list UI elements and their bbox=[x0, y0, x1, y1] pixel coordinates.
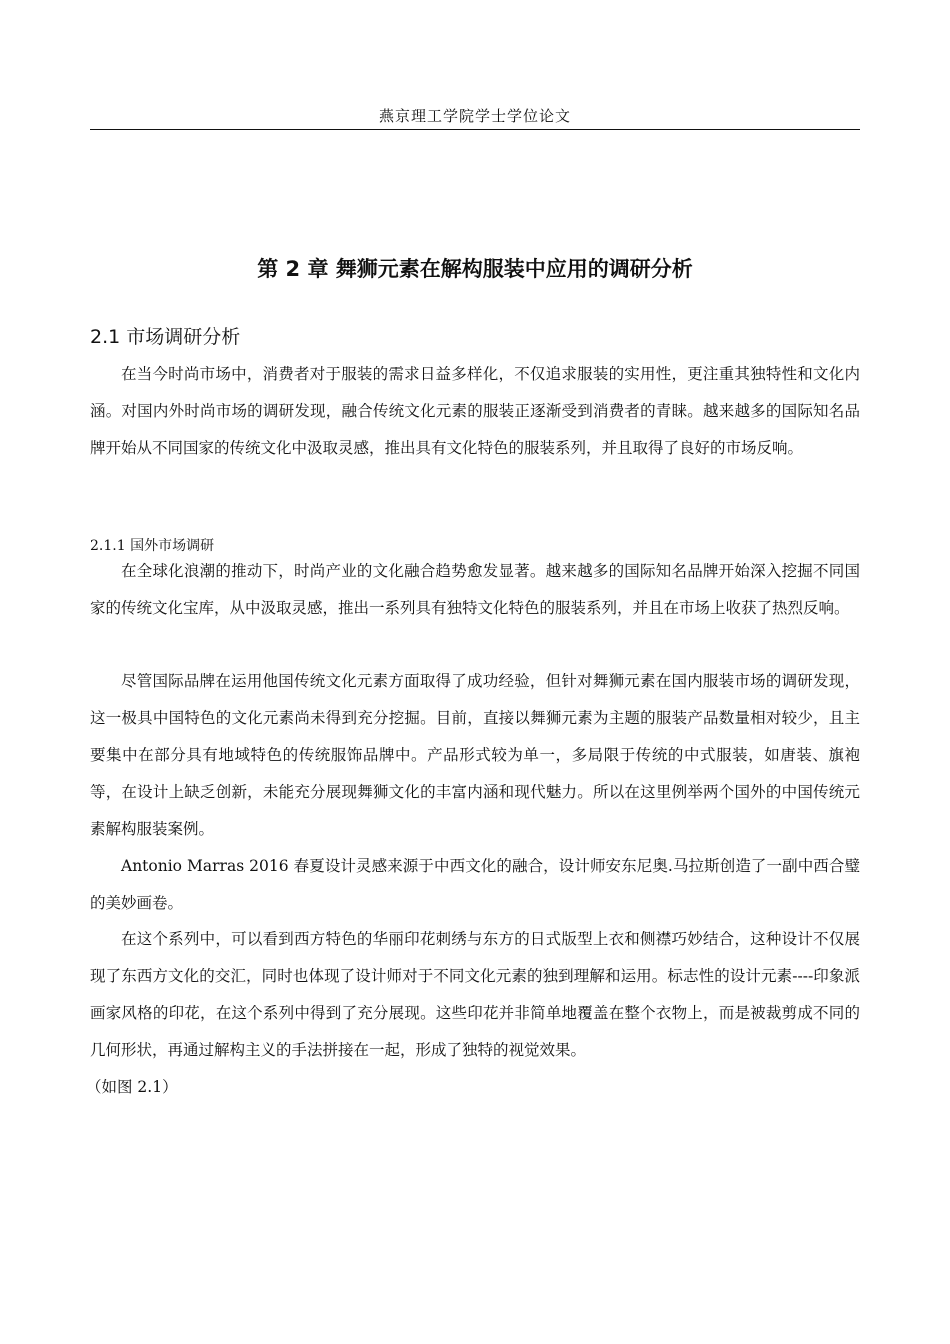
subsection-heading: 2.1.1 国外市场调研 bbox=[90, 538, 215, 554]
body-paragraph: 在当今时尚市场中，消费者对于服装的需求日益多样化，不仅追求服装的实用性，更注重其独特性和文化内涵。对国内外时尚市场的调研发现，融合传统文化元素的服装正逐渐受到消费者的青睐。越来越多的国际知名品牌开始从不同国家的传统文化中汲取灵感，推出具有文化特色的服装系列，并且取得了良好的市场反响。 bbox=[90, 365, 860, 457]
body-paragraph: 在全球化浪潮的推动下，时尚产业的文化融合趋势愈发显著。越来越多的国际知名品牌开始深入挖掘不同国家的传统文化宝库，从中汲取灵感，推出一系列具有独特文化特色的服装系列，并且在市场上收获了热烈反响。 bbox=[90, 562, 860, 617]
body-paragraph: Antonio Marras 2016 春夏设计灵感来源于中西文化的融合，设计师安东尼奥.马拉斯创造了一副中西合璧的美妙画卷。 bbox=[90, 857, 860, 912]
body-paragraph: 尽管国际品牌在运用他国传统文化元素方面取得了成功经验，但针对舞狮元素在国内服装市场的调研发现，这一极具中国特色的文化元素尚未得到充分挖掘。目前，直接以舞狮元素为主题的服装产品数量相对较少，且主要集中在部分具有地域特色的传统服饰品牌中。产品形式较为单一，多局限于传统的中式服装，如唐装、旗袍等，在设计上缺乏创新，未能充分展现舞狮文化的丰富内涵和现代魅力。所以在这里例举两个国外的中国传统元素解构服装案例。 bbox=[90, 672, 860, 838]
chapter-title: 第 2 章 舞狮元素在解构服装中应用的调研分析 bbox=[257, 257, 693, 281]
header-divider bbox=[90, 129, 860, 130]
section-heading: 2.1 市场调研分析 bbox=[90, 326, 241, 348]
figure-reference: （如图 2.1） bbox=[86, 1078, 178, 1096]
running-header: 燕京理工学院学士学位论文 bbox=[378, 107, 571, 125]
body-paragraph: 在这个系列中，可以看到西方特色的华丽印花刺绣与东方的日式版型上衣和侧襟巧妙结合，这种设计不仅展现了东西方文化的交汇，同时也体现了设计师对于不同文化元素的独到理解和运用。标志性的设计元素----印象派画家风格的印花，在这个系列中得到了充分展现。这些印花并非简单地覆盖在整个衣物上，而是被裁剪成不同的几何形状，再通过解构主义的手法拼接在一起，形成了独特的视觉效果。 bbox=[90, 930, 860, 1059]
